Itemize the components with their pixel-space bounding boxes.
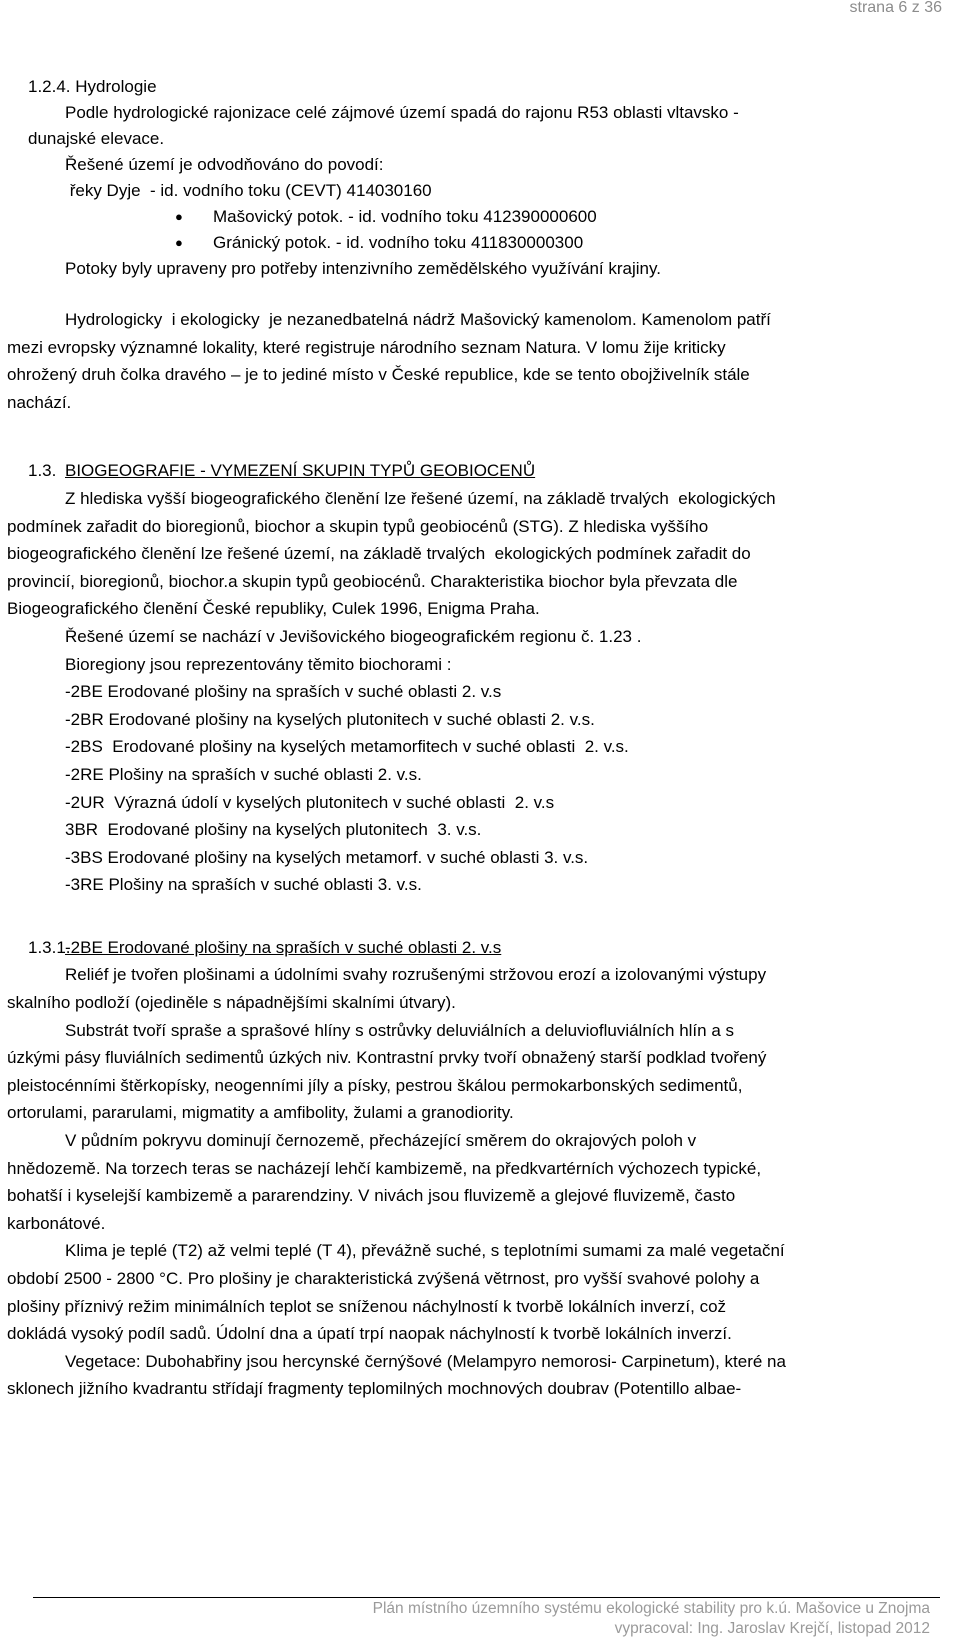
biochore-item: -2BS Erodované plošiny na kyselých metamorfitech v suché oblasti 2. v.s. (65, 737, 629, 757)
text-line: ortorulami, pararulami, migmatity a amfibolity, žulami a granodiority. (7, 1103, 514, 1123)
text-line: ohrožený druh čolka dravého – je to jediné místo v České republice, kde se tento obojživelník stále (7, 365, 750, 385)
text-line: Reliéf je tvořen plošinami a údolními svahy rozrušenými stržovou erozí a izolovanými výstupy (65, 965, 767, 985)
biochore-item: -3BS Erodované plošiny na kyselých metamorf. v suché oblasti 3. v.s. (65, 847, 589, 867)
page-number: strana 6 z 36 (849, 0, 942, 16)
text-line: úzkými pásy fluviálních sedimentů úzkých niv. Kontrastní prvky tvoří obnažený starší podklad tvořený (7, 1048, 767, 1068)
text-line: podmínek zařadit do bioregionů, biochor a skupin typů geobiocénů (STG). Z hlediska vyššího (7, 516, 709, 536)
text-line: sklonech jižního kvadrantu střídají fragmenty teplomilných mochnových doubrav (Potentillo albae- (7, 1379, 742, 1399)
section-heading (6, 457, 928, 485)
text-line: skalního podloží (ojediněle s nápadnějšími skalními útvary). (7, 993, 456, 1013)
text-line: provincií, bioregionů, biochor.a skupin typů geobiocénů. Charakteristika biochor byla převzata dle (7, 571, 738, 591)
text-line: mezi evropsky významné lokality, které registruje národního seznam Natura. V lomu žije kriticky (7, 337, 726, 357)
biochore-item: -3RE Plošiny na spraších v suché oblasti 3. v.s. (65, 875, 422, 895)
list-item-text: Gránický potok. - id. vodního toku 411830000300 (213, 233, 584, 252)
text-line: dunajské elevace. (28, 129, 165, 148)
text-line: Podle hydrologické rajonizace celé zájmové území spadá do rajonu R53 oblasti vltavsko - (65, 103, 739, 122)
text-line: Biogeografického členění České republiky, Culek 1996, Enigma Praha. (7, 599, 540, 619)
biochores-intro: Bioregiony jsou reprezentovány těmito biochorami : (65, 654, 452, 674)
text-line: Hydrologicky i ekologicky je nezanedbatelná nádrž Mašovický kamenolom. Kamenolom patří (65, 310, 771, 329)
section-title: BIOGEOGRAFIE - VYMEZENÍ SKUPIN TYPŮ GEOBIOCENŮ (65, 461, 536, 481)
hydrology-paragraph (6, 306, 928, 416)
section-heading (6, 934, 928, 962)
section-title: -2BE Erodované plošiny na spraších v suché oblasti 2. v.s (65, 937, 502, 957)
biochore-item: -2UR Výrazná údolí v kyselých plutonitech v suché oblasti 2. v.s (65, 792, 555, 812)
text-line: Potoky byly upraveny pro potřeby intenzivního zemědělského využívání krajiny. (65, 259, 661, 278)
text-line: Vegetace: Dubohabřiny jsou hercynské černýšové (Melampyro nemorosi- Carpinetum), které na (65, 1351, 786, 1371)
list-item (6, 204, 928, 230)
text-line: karbonátové. (7, 1213, 106, 1233)
footer (373, 1599, 930, 1639)
text-line: bohatší i kyselejší kambizemě a pararendziny. V nivách jsou fluvizemě a glejové fluvizemě, často (7, 1186, 736, 1206)
text-line: Klima je teplé (T2) až velmi teplé (T 4), převážně suché, s teplotními sumami za malé vegetační (65, 1241, 785, 1261)
list-item-text: Mašovický potok. - id. vodního toku 412390000600 (213, 207, 597, 226)
biochore-item: -2RE Plošiny na spraších v suché oblasti 2. v.s. (65, 764, 422, 784)
footer-line: vypracoval: Ing. Jaroslav Krejčí, listopad 2012 (614, 1620, 930, 1637)
biogeo-section (6, 457, 928, 899)
text-line: pleistocénními štěrkopísky, neogenními jíly a písky, pestrou škálou permokarbonských sedimentů, (7, 1075, 743, 1095)
text-line: hnědozemě. Na torzech teras se nacházejí lehčí kambizemě, na předkvartérních výchozech typické, (7, 1158, 762, 1178)
bullet-icon: ● (175, 235, 183, 250)
text-line: biogeografického členění lze řešené území, na základě trvalých ekologických podmínek zařadit do (7, 544, 751, 564)
bullet-icon: ● (175, 209, 183, 224)
text-line: V půdním pokryvu dominují černozemě, přecházející směrem do okrajových poloh v (65, 1131, 697, 1151)
page-body (6, 74, 928, 1403)
list-item (6, 230, 928, 256)
section-number: 1.3.1. (28, 937, 71, 957)
text-line: Řešené území je odvodňováno do povodí: (65, 155, 384, 174)
hydrology-heading: 1.2.4. Hydrologie (28, 77, 157, 96)
text-line: Substrát tvoří spraše a sprašové hlíny s ostrůvky deluviálních a deluviofluviálních hlín a s (65, 1020, 735, 1040)
subsection (6, 934, 928, 1403)
text-line: nachází. (7, 392, 72, 412)
text-line: období 2500 - 2800 °C. Pro plošiny je charakteristická zvýšená větrnost, pro vyšší svahové polohy a (7, 1269, 760, 1288)
biochore-item: -2BE Erodované plošiny na spraších v suché oblasti 2. v.s (65, 682, 502, 702)
footer-line: Plán místního územního systému ekologické stability pro k.ú. Mašovice u Znojma (372, 1600, 930, 1617)
text-line: plošiny příznivý režim minimálních teplot se sníženou náchylností k tvorbě lokálních inverzí, což (7, 1296, 727, 1316)
text-line: řeky Dyje - id. vodního toku (CEVT) 414030160 (65, 181, 432, 200)
region-line: Řešené území se nachází v Jevišovického biogeografickém regionu č. 1.23 . (65, 626, 642, 646)
biochore-item: 3BR Erodované plošiny na kyselých plutonitech 3. v.s. (65, 820, 482, 840)
biochore-item: -2BR Erodované plošiny na kyselých plutonitech v suché oblasti 2. v.s. (65, 709, 595, 729)
section-number: 1.3. (28, 461, 57, 481)
text-line: Z hlediska vyšší biogeografického členění lze řešené území, na základě trvalých ekologických (65, 488, 776, 508)
text-line: dokládá vysoký podíl sadů. Údolní dna a úpatí trpí naopak náchylností k tvorbě lokálních inverzí. (7, 1324, 732, 1344)
footer-divider (33, 1597, 940, 1598)
